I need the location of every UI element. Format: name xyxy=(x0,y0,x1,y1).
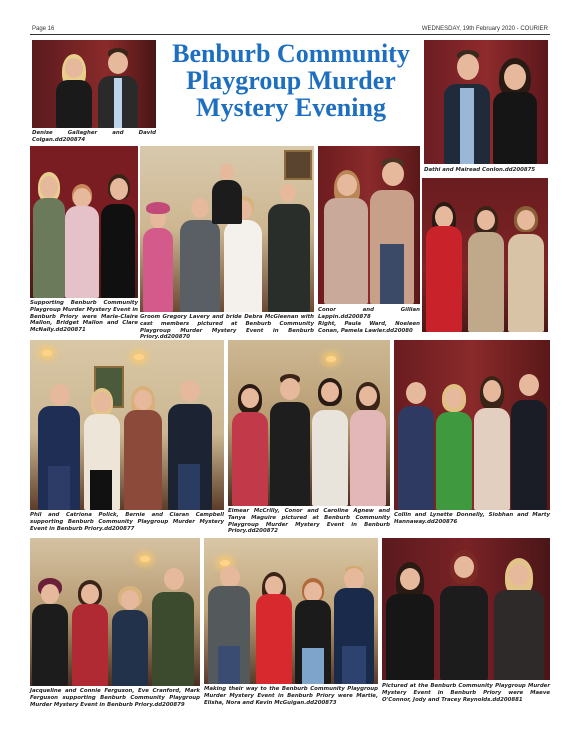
caption-photo-3: Supporting Benburb Community Playgroup Murder Mystery Event in Benburb Priory were Marie-Claire Mallon, Bridget Mallon and Clare McNally.dd200871 xyxy=(30,300,138,334)
caption-photo-7: Phil and Catriona Polick, Bernie and Ciaran Campbell supporting Benburb Community Playgroup Murder Mystery Event in Benburb Priory.dd200877 xyxy=(30,512,224,532)
photo-bride-groom-cast xyxy=(140,146,314,312)
photo-denise-david xyxy=(32,40,156,128)
photo-mccrilly-agnew-maguire xyxy=(228,340,390,506)
photo-oconnor-reynolds xyxy=(382,538,550,680)
photo-ward-conan-lawler xyxy=(422,178,548,332)
photo-conor-gillian xyxy=(318,146,420,304)
caption-photo-4: Groom Gregory Lavery and bride Debra McGleenan with cast members pictured at Benburb Community Playgroup Murder Mystery Event in Benburb Priory.dd200870 xyxy=(140,314,314,341)
title-line-2: Playgroup Murder xyxy=(186,66,396,95)
caption-photo-6: Right, Paula Ward, Noeleen Conan, Pamela Lawler.dd20080 xyxy=(318,321,420,334)
photo-mcguigan xyxy=(204,538,378,684)
photo-donnelly-hannaway xyxy=(394,340,550,510)
caption-photo-5: Conor and Gillian Lappin.dd200878 xyxy=(318,307,420,320)
issue-date-line: WEDNESDAY, 19th February 2020 - COURIER xyxy=(421,26,548,32)
photo-polick-campbell xyxy=(30,340,224,510)
title-line-1: Benburb Community xyxy=(172,39,410,68)
caption-photo-9: Collin and Lynette Donnelly, Siobhan and Marty Hannaway.dd200876 xyxy=(394,512,550,525)
caption-photo-2: Dathi and Mairead Conlon.dd200875 xyxy=(424,167,536,173)
photo-ferguson-cranford xyxy=(30,538,200,686)
caption-photo-12: Pictured at the Benburb Community Playgroup Murder Mystery Event in Benburb Priory were Maeve O'Connor, Jody and Tracey Reynolds.dd200881 xyxy=(382,683,550,703)
caption-photo-1: Denise Gallagher and David Colgan.dd200874 xyxy=(32,130,156,143)
caption-photo-8: Eimear McCrilly, Conor and Caroline Agnew and Tanya Maguire pictured at Benburb Community Playgroup Murder Mystery Event in Benburb Priory.dd200872 xyxy=(228,508,390,535)
caption-photo-10: Jacqueline and Connie Ferguson, Eve Cranford, Mark Ferguson supporting Benburb Community Playgroup Murder Mystery Event in Benburb Priory.dd200879 xyxy=(30,688,200,708)
photo-dathi-mairead xyxy=(424,40,548,164)
page-title xyxy=(160,40,422,121)
page-number: Page 16 xyxy=(32,26,55,32)
header-rule xyxy=(30,34,550,35)
photo-mallon-mcnally xyxy=(30,146,138,298)
caption-photo-11: Making their way to the Benburb Community Playgroup Murder Mystery Event in Benburb Priory were Martie, Elisha, Nora and Kevin McGuigan.dd200873 xyxy=(204,686,378,706)
title-line-3: Mystery Evening xyxy=(196,93,386,122)
